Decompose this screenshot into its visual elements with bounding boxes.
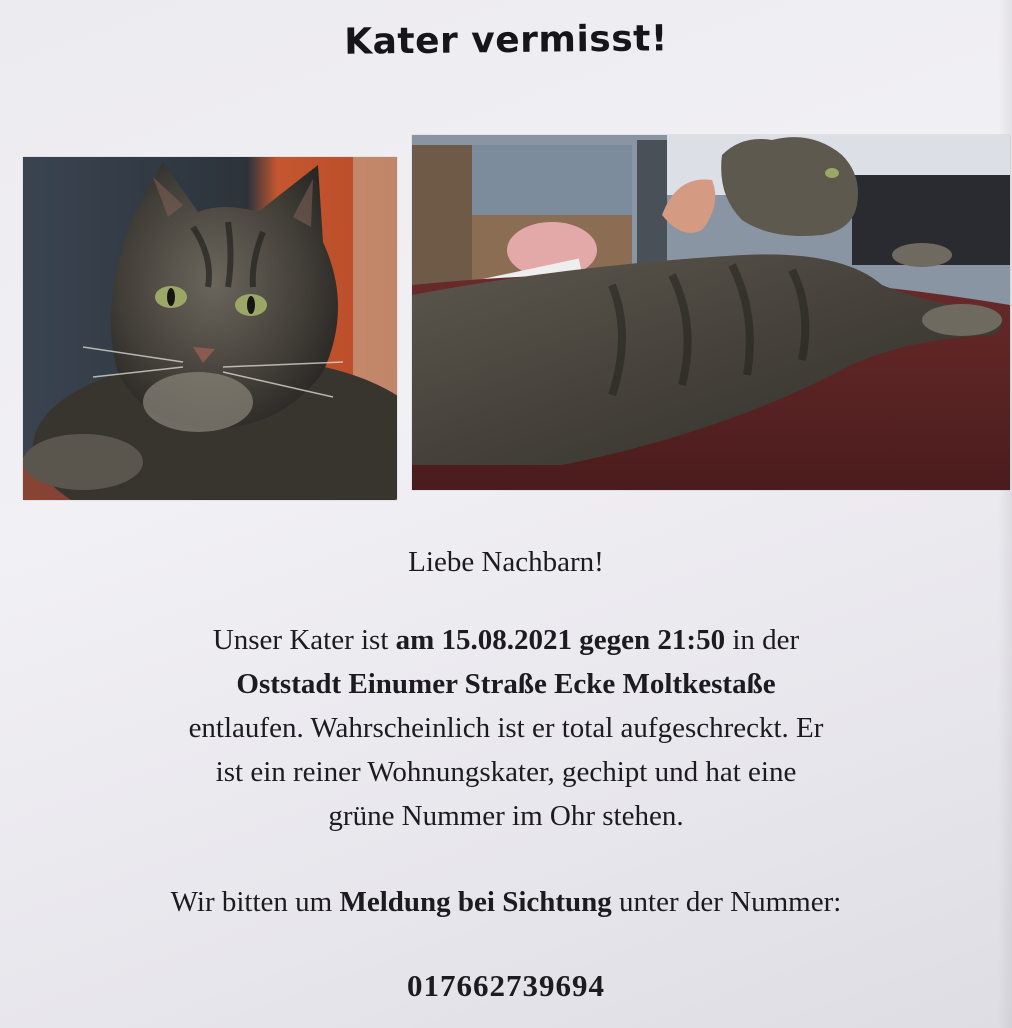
description-line-3: entlaufen. Wahrscheinlich ist er total aufgeschreckt. Er (188, 712, 824, 744)
description-line-5: grüne Nummer im Ohr stehen. (328, 800, 684, 832)
in-der-text: in der (725, 624, 800, 656)
cat-photo-portrait (23, 157, 397, 500)
description-paragraph (0, 618, 1012, 838)
datetime-text: am 15.08.2021 gegen 21:50 (395, 624, 726, 656)
description-line-1 (0, 618, 1012, 662)
phone-number: 017662739694 (407, 968, 605, 1003)
request-before: Wir bitten um (170, 886, 340, 918)
description-line-2 (0, 662, 1012, 706)
intro-text: Unser Kater ist (212, 624, 396, 656)
contact-request (0, 880, 1012, 924)
cat-photo-couch (412, 135, 1010, 490)
greeting: Liebe Nachbarn! (408, 546, 604, 578)
location-text: Oststadt Einumer Straße Ecke Moltkestaße (236, 668, 776, 700)
poster-title: Kater vermisst! (343, 18, 668, 63)
request-after: unter der Nummer: (611, 886, 842, 918)
request-bold: Meldung bei Sichtung (339, 886, 612, 918)
description-line-4: ist ein reiner Wohnungskater, gechipt und hat eine (215, 756, 797, 788)
